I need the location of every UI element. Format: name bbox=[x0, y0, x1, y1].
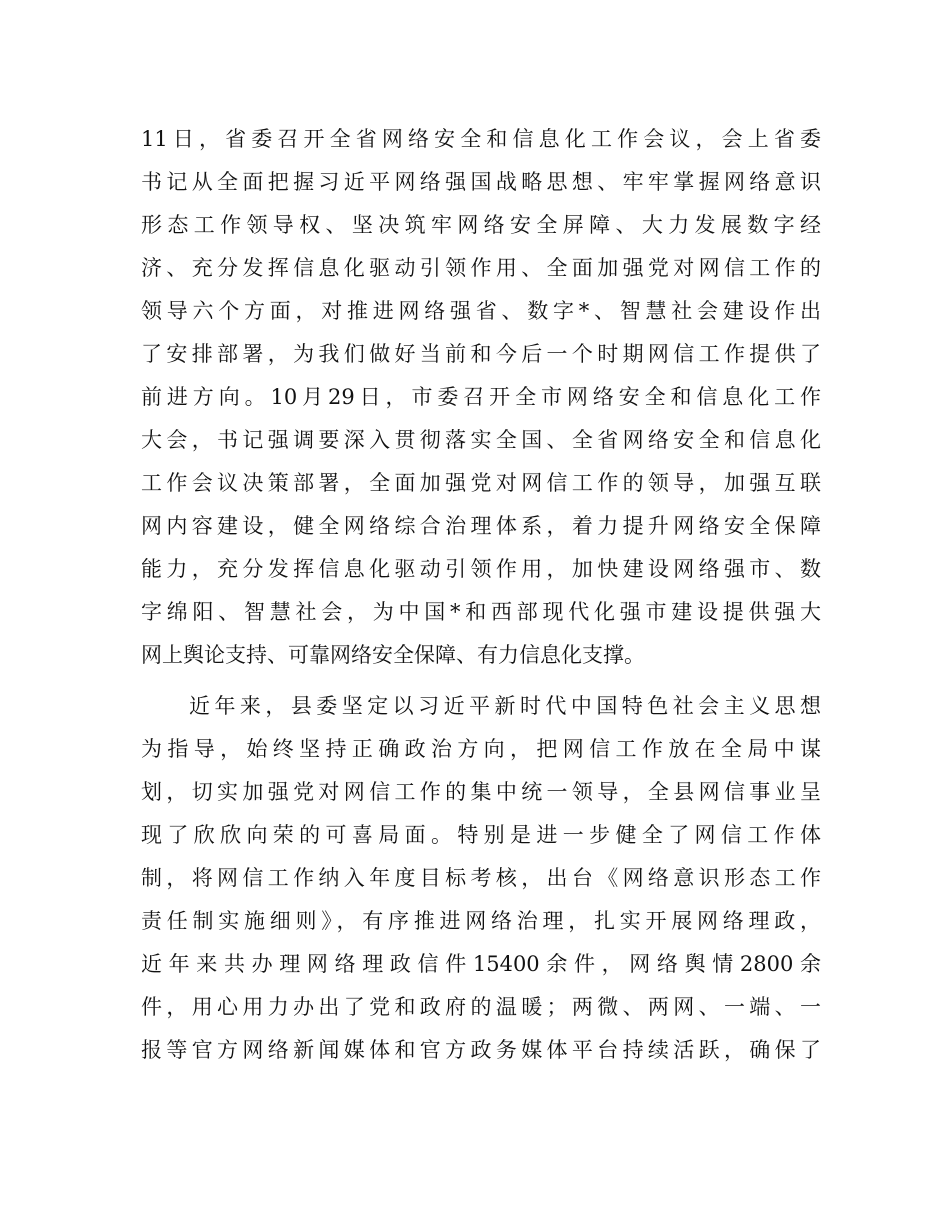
text-line: 为指导，始终坚持正确政治方向，把网信工作放在全局中谋 bbox=[141, 737, 821, 761]
text-line: 近年来，县委坚定以习近平新时代中国特色社会主义思想 bbox=[189, 694, 821, 718]
text-line: 报等官方网络新闻媒体和官方政务媒体平台持续活跃，确保了 bbox=[141, 1038, 821, 1062]
text-line: 形态工作领导权、坚决筑牢网络安全屏障、大力发展数字经 bbox=[141, 213, 821, 237]
paragraph-2 bbox=[141, 685, 821, 1072]
text-line: 近年来共办理网络理政信件15400余件，网络舆情2800余 bbox=[141, 952, 821, 976]
text-line: 网内容建设，健全网络综合治理体系，着力提升网络安全保障 bbox=[141, 514, 821, 538]
text-line: 责任制实施细则》，有序推进网络治理，扎实开展网络理政， bbox=[141, 909, 821, 933]
text-line: 字绵阳、智慧社会，为中国*和西部现代化强市建设提供强大 bbox=[141, 600, 821, 624]
text-line: 11日，省委召开全省网络安全和信息化工作会议，会上省委 bbox=[141, 127, 821, 151]
text-line: 制，将网信工作纳入年度目标考核，出台《网络意识形态工作 bbox=[141, 866, 821, 890]
text-line: 大会，书记强调要深入贯彻落实全国、全省网络安全和信息化 bbox=[141, 428, 821, 452]
text-line: 工作会议决策部署，全面加强党对网信工作的领导，加强互联 bbox=[141, 471, 821, 495]
text-line: 书记从全面把握习近平网络强国战略思想、牢牢掌握网络意识 bbox=[141, 170, 821, 194]
text-line: 划，切实加强党对网信工作的集中统一领导，全县网信事业呈 bbox=[141, 780, 821, 804]
text-line: 济、充分发挥信息化驱动引领作用、全面加强党对网信工作的 bbox=[141, 256, 821, 280]
text-line: 现了欣欣向荣的可喜局面。特别是进一步健全了网信工作体 bbox=[141, 823, 821, 847]
text-line: 前进方向。10月29日，市委召开全市网络安全和信息化工作 bbox=[141, 385, 821, 409]
text-line: 件，用心用力办出了党和政府的温暖；两微、两网、一端、一 bbox=[141, 995, 821, 1019]
paragraph-1 bbox=[141, 118, 821, 677]
text-line: 了安排部署，为我们做好当前和今后一个时期网信工作提供了 bbox=[141, 342, 821, 366]
text-line: 领导六个方面，对推进网络强省、数字*、智慧社会建设作出 bbox=[141, 299, 821, 323]
text-line: 网上舆论支持、可靠网络安全保障、有力信息化支撑。 bbox=[141, 643, 645, 667]
text-line: 能力，充分发挥信息化驱动引领作用，加快建设网络强市、数 bbox=[141, 557, 821, 581]
